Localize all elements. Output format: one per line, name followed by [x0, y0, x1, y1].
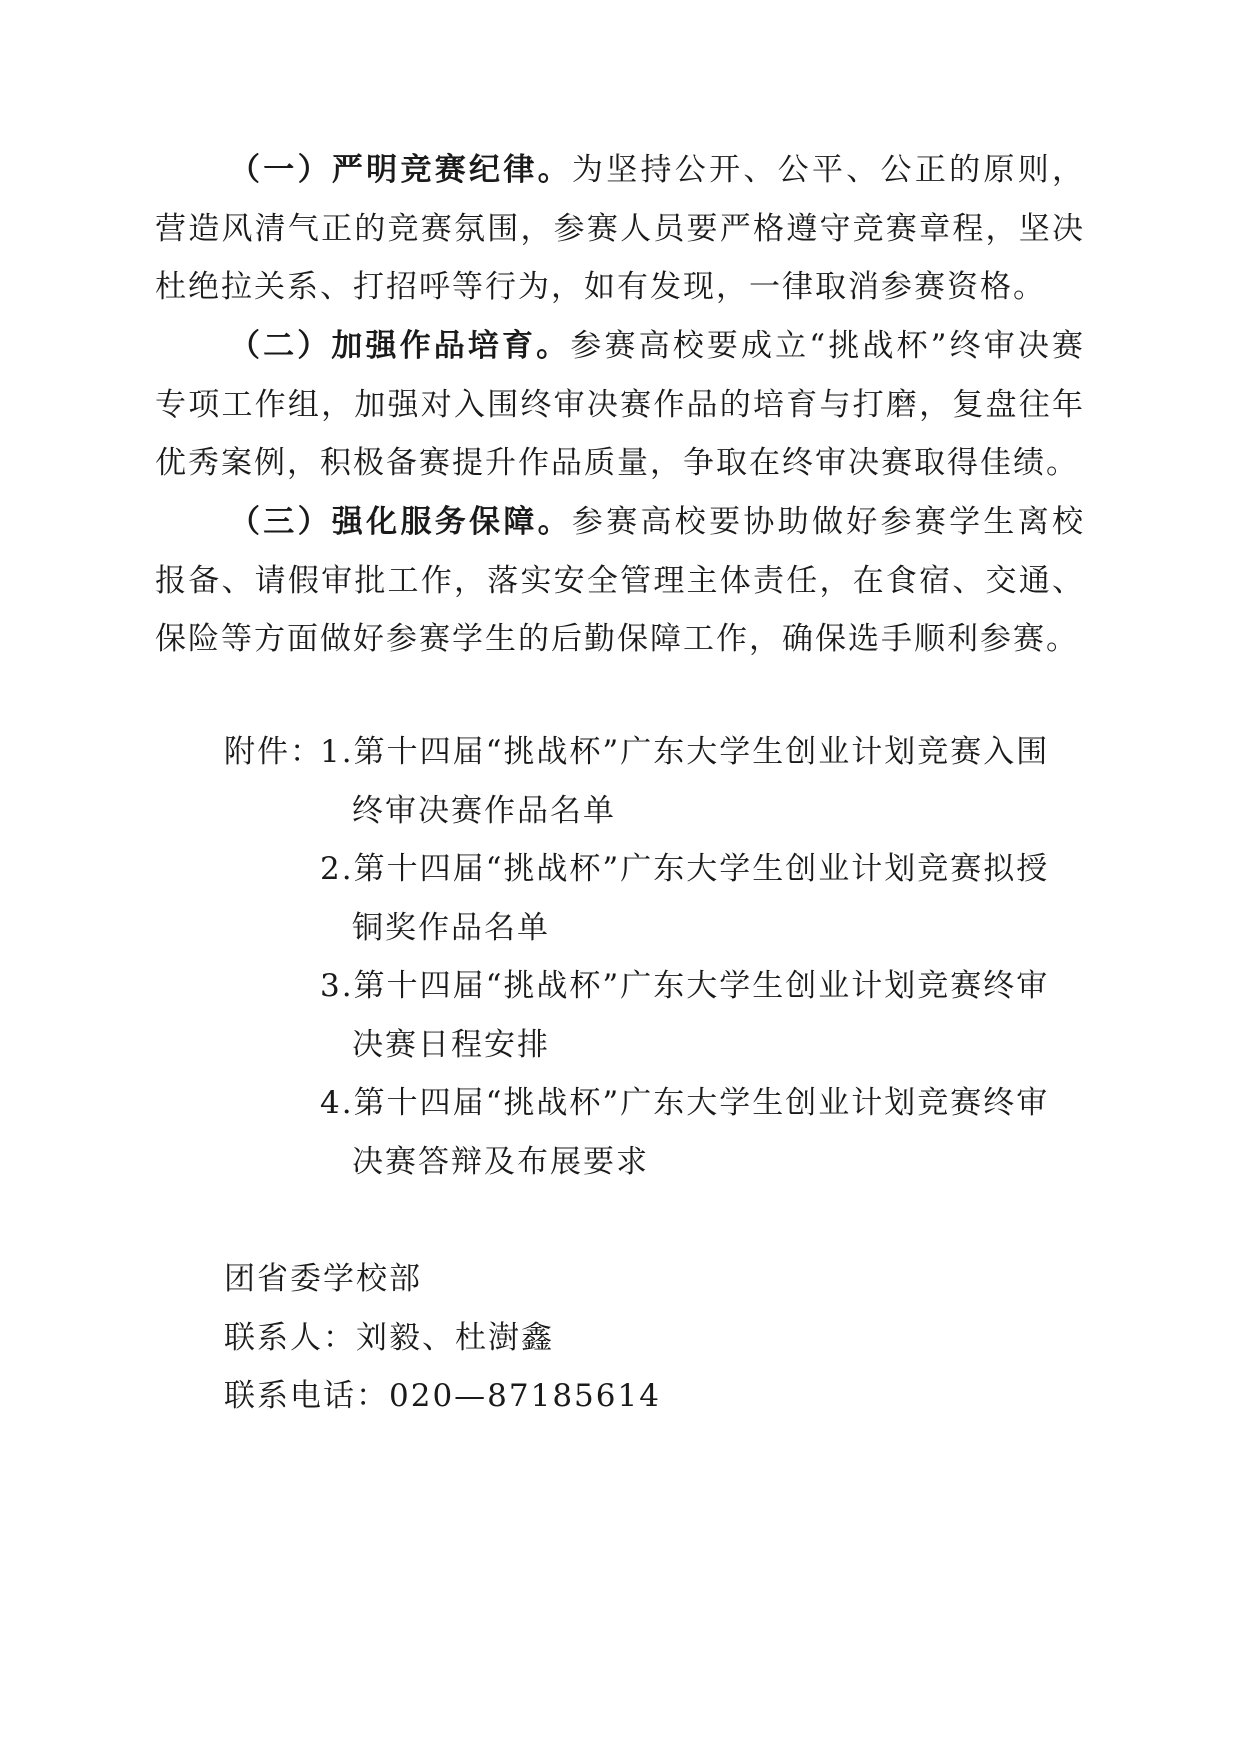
contact-persons: 联系人：刘毅、杜澍鑫	[224, 1319, 554, 1356]
attachment-title: 1.第十四届“挑战杯”广东大学生创业计划竞赛入围	[320, 734, 1050, 770]
attachment-item	[320, 840, 1094, 957]
attachment-title: 2.第十四届“挑战杯”广东大学生创业计划竞赛拟授	[320, 851, 1050, 887]
paragraph-body: 参赛高校要成立“挑战杯”终审决赛专项工作组，加强对入围终审决赛作品的培育与打磨，复盘往年优秀案例，积极备赛提升作品质量，争取在终审决赛取得佳绩。	[155, 328, 1086, 481]
attachment-title: 3.第十四届“挑战杯”广东大学生创业计划竞赛终审	[320, 968, 1050, 1004]
attachment-title-continued: 终审决赛作品名单	[352, 792, 616, 829]
attachment-item	[320, 723, 1094, 840]
paragraph-heading: （三）强化服务保障。	[229, 504, 572, 540]
paragraph-discipline	[155, 141, 1085, 317]
contact-phone: 联系电话：020—87185614	[224, 1378, 661, 1414]
attachment-item	[320, 1074, 1094, 1191]
attachments-list	[224, 723, 1094, 1191]
organization-name: 团省委学校部	[224, 1261, 422, 1297]
attachment-title: 4.第十四届“挑战杯”广东大学生创业计划竞赛终审	[320, 1085, 1050, 1121]
attachment-title-continued: 铜奖作品名单	[352, 909, 550, 946]
paragraph-cultivation	[155, 317, 1085, 493]
paragraph-heading: （二）加强作品培育。	[229, 328, 571, 364]
attachments-label: 附件：	[224, 734, 323, 770]
paragraph-heading: （一）严明竞赛纪律。	[229, 152, 572, 188]
attachment-item	[320, 957, 1094, 1074]
paragraph-service	[155, 493, 1085, 669]
paragraph-body: 参赛高校要协助做好参赛学生离校报备、请假审批工作，落实安全管理主体责任，在食宿、交通、保险等方面做好参赛学生的后勤保障工作，确保选手顺利参赛。	[155, 504, 1086, 657]
attachment-title-continued: 决赛答辩及布展要求	[352, 1143, 649, 1180]
attachment-title-continued: 决赛日程安排	[352, 1026, 550, 1063]
contact-block	[224, 1250, 661, 1426]
paragraph-body: 为坚持公开、公平、公正的原则，营造风清气正的竞赛氛围，参赛人员要严格遵守竞赛章程，坚决杜绝拉关系、打招呼等行为，如有发现，一律取消参赛资格。	[155, 152, 1086, 305]
